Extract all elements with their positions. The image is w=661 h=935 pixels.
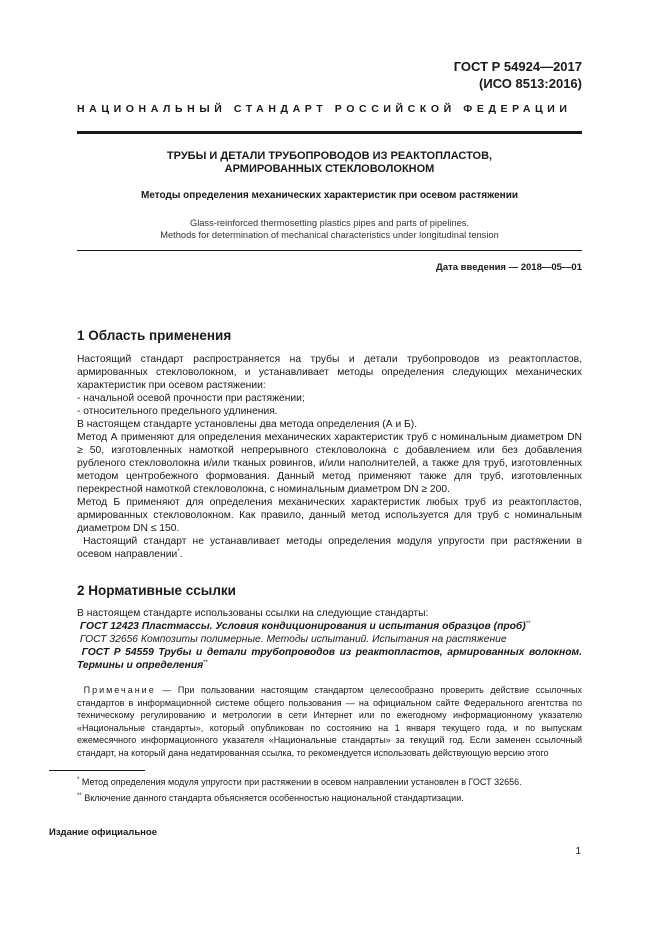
section-2-body <box>77 607 582 759</box>
note-label: Примечание <box>83 685 156 695</box>
section-1-paragraph-2: В настоящем стандарте установлены два метода определения (А и Б). <box>77 419 418 430</box>
footnote-1-mark: * <box>77 777 80 783</box>
section-2-note <box>77 684 582 759</box>
section-2-paragraph-1: В настоящем стандарте использованы ссылки на следующие стандарты: <box>77 608 429 619</box>
document-subtitle: Методы определения механических характеристик при осевом растяжении <box>141 190 518 201</box>
title-line-1: ТРУБЫ И ДЕТАЛИ ТРУБОПРОВОДОВ ИЗ РЕАКТОПЛАСТОВ, <box>166 150 493 162</box>
english-title <box>77 217 582 241</box>
section-1-paragraph-5-end: . <box>179 549 183 560</box>
official-edition-label: Издание официальное <box>49 827 157 838</box>
reference-gost-r-54559 <box>77 646 582 672</box>
section-1-bullet-1: - начальной осевой прочности при растяжении; <box>77 393 305 404</box>
header-rule <box>77 131 582 134</box>
footnote-2 <box>77 792 582 805</box>
footnote-1-text: Метод определения модуля упругости при растяжении в осевом направлении установлен в ГОСТ 32656. <box>81 777 522 787</box>
section-1-paragraph-5-text: Настоящий стандарт не устанавливает методы определения модуля упругости при растяжении в осевом направлении <box>77 536 582 560</box>
section-1-paragraph-3: Метод А применяют для определения механических характеристик труб с номинальным диаметром DN ≥ 50, изготовленных намоткой непрерывного стекловолокна с добавлением или без добавления рубленого стекловолокна и/или тканых ровингов, и/или наполнителей, а также для труб, изготовленных методом центробежного формования. Данный метод применяют также для труб, изготовленных перекрестной намоткой стекловолокна, с номинальным диаметром DN ≥ 200. <box>77 432 582 495</box>
section-1-heading: 1 Область применения <box>77 328 232 343</box>
national-standard-banner: НАЦИОНАЛЬНЫЙ СТАНДАРТ РОССИЙСКОЙ ФЕДЕРАЦИИ <box>77 103 572 115</box>
iso-number: (ИСО 8513:2016) <box>479 76 582 91</box>
footnote-2-text: Включение данного стандарта объясняется особенностью национальной стандартизации. <box>84 793 464 803</box>
footnote-2-mark: ** <box>77 793 82 799</box>
reference-gost-12423 <box>77 620 582 633</box>
page-number: 1 <box>575 846 581 857</box>
introduction-date: Дата введения — 2018—05—01 <box>436 262 582 273</box>
footnote-1 <box>77 776 582 789</box>
footnote-mark-2: ** <box>525 621 531 627</box>
reference-1-title: Пластмассы. Условия кондиционирования и испытания образцов (проб) <box>141 621 526 632</box>
section-1-body <box>77 353 582 561</box>
reference-3-number: ГОСТ Р 54559 <box>81 647 154 658</box>
english-title-line-2: Methods for determination of mechanical characteristics under longitudinal tension <box>160 230 499 240</box>
footnote-mark-3: ** <box>203 660 208 666</box>
note-text: — При пользовании настоящим стандартом целесообразно проверить действие ссылочных стандартов в информационной системе общего пользования — на официальном сайте Федерального агентства по техническому регулированию и метрологии в сети Интернет или по ежегодному информационному указателю «Национальные стандарты», который опубликован по состоянию на 1 января текущего года, и по выпускам ежемесячного информационного указателя «Национальные стандарты» за текущий год. Если заменен ссылочный стандарт, на который дана недатированная ссылка, то рекомендуется использовать действующую версию этого <box>77 685 582 758</box>
section-1-paragraph-4: Метод Б применяют для определения механических характеристик любых труб из реактопластов, армированных стекловолокном. Как правило, данный метод используется для труб с номинальным диаметром DN ≤ 150. <box>77 497 582 534</box>
reference-gost-32656 <box>77 633 582 646</box>
title-rule <box>77 250 582 251</box>
section-1-bullet-2: - относительного предельного удлинения. <box>77 406 278 417</box>
document-title <box>77 150 582 176</box>
english-title-line-1: Glass-reinforced thermosetting plastics pipes and parts of pipelines. <box>189 218 470 228</box>
reference-1-number: ГОСТ 12423 <box>79 621 139 632</box>
footnote-rule <box>49 770 145 771</box>
section-1-paragraph-1: Настоящий стандарт распространяется на трубы и детали трубопроводов из реактопластов, армированных стекловолокном, и устанавливает методы определения следующих механических характеристик при осевом растяжении: <box>77 354 582 391</box>
standard-number: ГОСТ Р 54924—2017 <box>453 59 582 74</box>
reference-2-title: Композиты полимерные. Методы испытаний. Испытания на растяжение <box>140 634 507 645</box>
section-1-paragraph-5 <box>77 535 582 561</box>
section-2-heading: 2 Нормативные ссылки <box>77 583 236 598</box>
reference-2-number: ГОСТ 32656 <box>79 634 139 645</box>
title-line-2: АРМИРОВАННЫХ СТЕКЛОВОЛОКНОМ <box>224 163 435 175</box>
reference-3-title: Трубы и детали трубопроводов из реактопластов, армированных волокном. Термины и определения <box>77 647 582 671</box>
footnote-mark-1: * <box>177 549 180 555</box>
